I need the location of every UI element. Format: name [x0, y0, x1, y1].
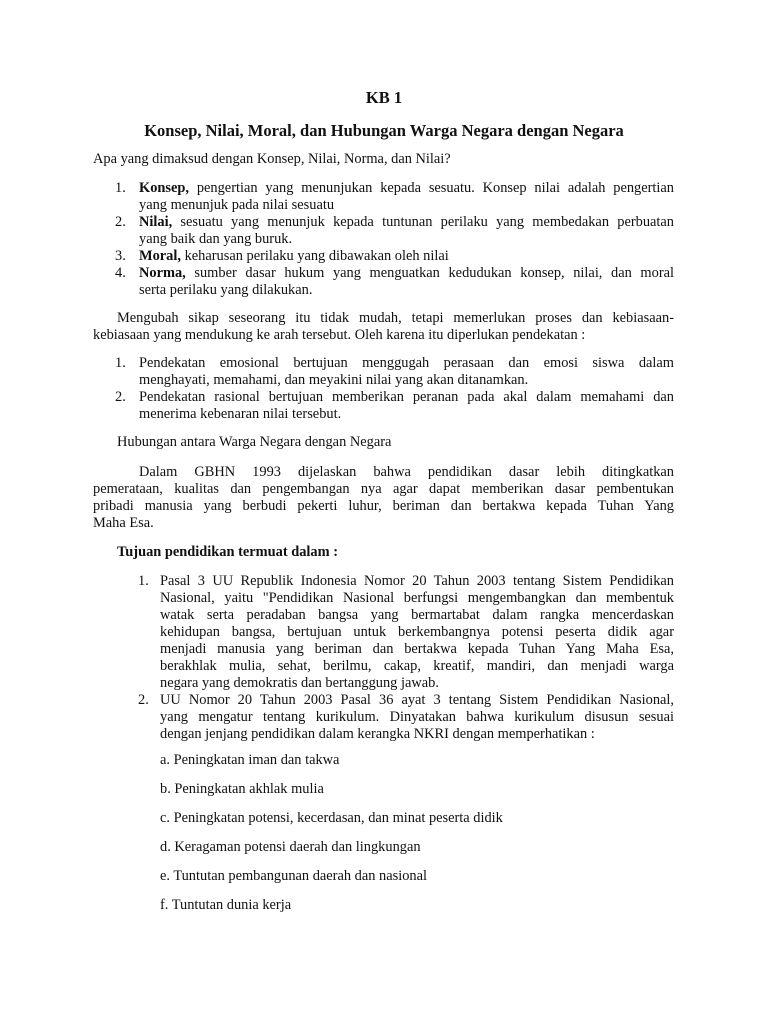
term: Norma,	[139, 265, 186, 281]
goals-list	[93, 573, 674, 743]
list-line: Pendekatan rasional bertujuan memberikan peranan pada akal dalam memahami dan	[139, 389, 674, 405]
term: Nilai,	[139, 214, 173, 230]
section-subheading: Hubungan antara Warga Negara dengan Negara	[117, 434, 392, 450]
list-line: watak serta peradaban bangsa yang bermartabat dalam rangka mencerdaskan	[160, 607, 674, 623]
paragraph	[93, 464, 674, 532]
list-number: 1.	[115, 355, 126, 371]
paragraph-line: Mengubah sikap seseorang itu tidak mudah, tetapi memerlukan proses dan kebiasaan-	[117, 310, 674, 326]
list-number: 2.	[115, 214, 126, 230]
list-line: yang mengatur tentang kurikulum. Dinyatakan bahwa kurikulum disusun sesuai	[160, 709, 674, 725]
definition-line: pengertian yang menunjukan kepada sesuatu. Konsep nilai adalah pengertian	[188, 180, 674, 196]
list-line: dengan jenjang pendidikan dalam kerangka NKRI dengan memperhatikan :	[160, 726, 595, 742]
list-line: menghayati, memahami, dan meyakini nilai yang akan ditanamkan.	[139, 372, 529, 388]
definition-line: sumber dasar hukum yang menguatkan kedudukan konsep, nilai, dan moral	[185, 265, 674, 281]
sub-item: a. Peningkatan iman dan takwa	[160, 752, 340, 768]
list-item	[93, 214, 674, 248]
paragraph-line: kebiasaan yang mendukung ke arah tersebut. Oleh karena itu diperlukan pendekatan :	[93, 327, 586, 343]
definition-line: yang menunjuk pada nilai sesuatu	[139, 197, 335, 213]
list-number: 4.	[115, 265, 126, 281]
list-number: 1.	[115, 180, 126, 196]
list-item	[93, 573, 674, 692]
question-text: Apa yang dimaksud dengan Konsep, Nilai, Norma, dan Nilai?	[93, 151, 451, 167]
sub-item: f. Tuntutan dunia kerja	[160, 897, 292, 913]
definition-line: yang baik dan yang buruk.	[139, 231, 293, 247]
list-number: 2.	[115, 389, 126, 405]
paragraph-line: pribadi manusia yang berbudi pekerti luhur, beriman dan bertakwa kepada Tuhan Yang	[93, 498, 674, 514]
definitions-list	[93, 180, 674, 299]
list-item	[93, 248, 674, 265]
list-number: 1.	[138, 573, 149, 589]
list-item	[93, 692, 674, 743]
term: Moral,	[139, 248, 181, 264]
approaches-list	[93, 355, 674, 423]
definition-line: sesuatu yang menunjuk kepada tuntunan perilaku yang membedakan perbuatan	[172, 214, 674, 230]
list-item	[93, 355, 674, 389]
document-title: Konsep, Nilai, Moral, dan Hubungan Warga Negara dengan Negara	[144, 121, 624, 140]
list-line: berakhlak mulia, sehat, berilmu, cakap, kreatif, mandiri, dan menjadi warga	[160, 658, 674, 674]
sub-item: e. Tuntutan pembangunan daerah dan nasional	[160, 868, 427, 884]
list-line: menerima kebenaran nilai tersebut.	[139, 406, 342, 422]
sub-item: d. Keragaman potensi daerah dan lingkungan	[160, 839, 421, 855]
list-number: 3.	[115, 248, 126, 264]
list-line: Pendekatan emosional bertujuan menggugah perasaan dan emosi siswa dalam	[139, 355, 674, 371]
list-line: kehidupan bangsa, bertujuan untuk berkembangnya potensi peserta didik agar	[160, 624, 674, 640]
list-item	[93, 265, 674, 299]
list-line: UU Nomor 20 Tahun 2003 Pasal 36 ayat 3 tentang Sistem Pendidikan Nasional,	[160, 692, 674, 708]
paragraph-line: Dalam GBHN 1993 dijelaskan bahwa pendidikan dasar lebih ditingkatkan	[139, 464, 674, 480]
sub-item: b. Peningkatan akhlak mulia	[160, 781, 324, 797]
list-line: menjadi manusia yang beriman dan bertakwa kepada Tuhan Yang Maha Esa,	[160, 641, 674, 657]
sub-item: c. Peningkatan potensi, kecerdasan, dan minat peserta didik	[160, 810, 503, 826]
list-number: 2.	[138, 692, 149, 708]
list-item	[93, 389, 674, 423]
definition-line: keharusan perilaku yang dibawakan oleh nilai	[180, 248, 449, 264]
section-heading: KB 1	[365, 88, 403, 107]
term: Konsep,	[139, 180, 189, 196]
list-item	[93, 180, 674, 214]
list-line: Nasional, yaitu "Pendidikan Nasional berfungsi mengembangkan dan membentuk	[160, 590, 674, 606]
paragraph	[93, 310, 674, 344]
list-line: Pasal 3 UU Republik Indonesia Nomor 20 Tahun 2003 tentang Sistem Pendidikan	[160, 573, 674, 589]
paragraph-line: pemerataan, kualitas dan pengembangan nya agar dapat memberikan dasar pembentukan	[93, 481, 674, 497]
definition-line: serta perilaku yang dilakukan.	[139, 282, 313, 298]
goals-heading: Tujuan pendidikan termuat dalam :	[117, 544, 338, 560]
paragraph-line: Maha Esa.	[93, 515, 154, 531]
list-line: negara yang demokratis dan bertanggung jawab.	[160, 675, 439, 691]
